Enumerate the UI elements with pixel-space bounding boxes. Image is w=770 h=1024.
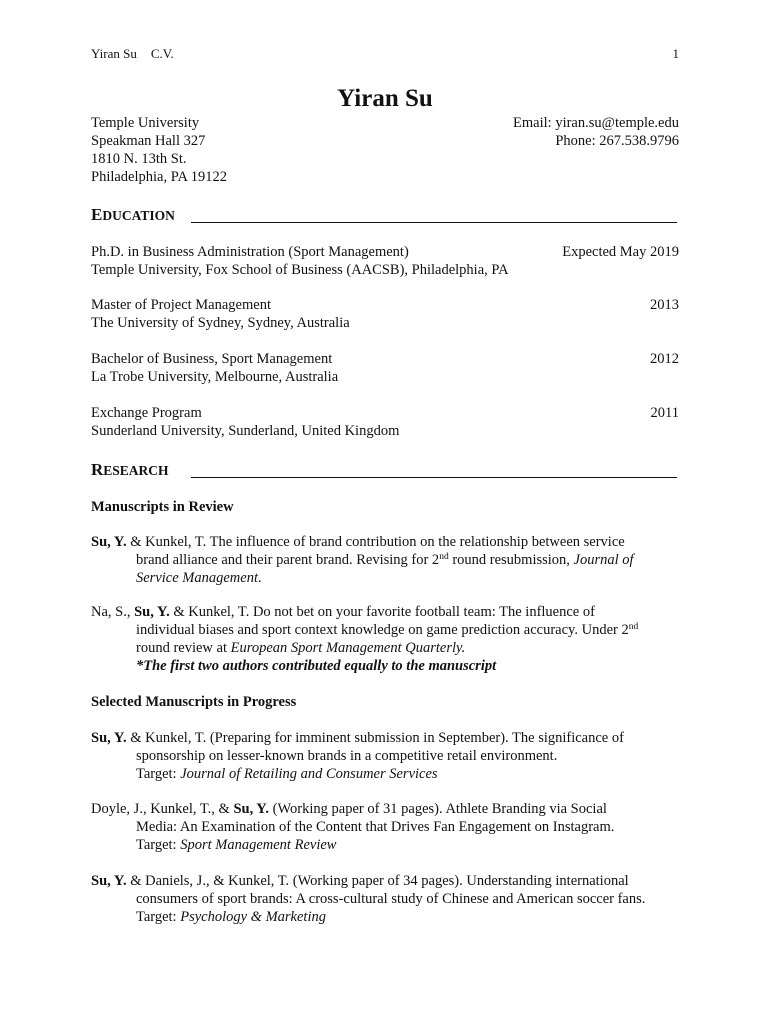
degree: Master of Project Management: [91, 297, 271, 313]
education-date: 2011: [650, 405, 679, 421]
reference-text: sponsorship on lesser-known brands in a competitive retail environment.: [136, 748, 558, 764]
running-header-title: [91, 46, 174, 62]
self-author: Su, Y.: [91, 873, 127, 889]
self-author: Su, Y.: [91, 730, 127, 746]
reference-entry: [91, 603, 681, 675]
education-entry: [91, 243, 679, 279]
target-label: Target:: [136, 766, 181, 782]
cv-name: Yiran Su: [337, 85, 433, 112]
self-author: Su, Y.: [91, 534, 127, 550]
running-header-doc-type: C.V.: [150, 46, 174, 61]
section-rule: [191, 222, 677, 223]
address-line: Philadelphia, PA 19122: [91, 169, 228, 185]
ordinal-suffix: nd: [628, 622, 639, 632]
reference-entry: [91, 533, 681, 587]
degree: Bachelor of Business, Sport Management: [91, 351, 333, 367]
section-heading-rest: ESEARCH: [103, 463, 169, 478]
institution: Temple University, Fox School of Business (AACSB), Philadelphia, PA: [91, 262, 509, 278]
reference-text: & Kunkel, T. Do not bet on your favorite football team: The influence of: [169, 604, 595, 620]
reference-entry: [91, 872, 681, 926]
target-label: Target:: [136, 837, 181, 853]
reference-text: round resubmission,: [448, 552, 574, 568]
contact-info: [513, 114, 679, 150]
education-date: Expected May 2019: [562, 244, 679, 260]
ordinal-suffix: nd: [439, 552, 449, 562]
education-date: 2013: [650, 297, 679, 313]
target-journal: Journal of Retailing and Consumer Services: [180, 766, 438, 782]
education-entry: [91, 296, 679, 332]
reference-text: Doyle, J., Kunkel, T., &: [91, 801, 234, 817]
section-heading-research: [91, 460, 677, 480]
reference-text: Na, S.,: [91, 604, 135, 620]
address-line: Speakman Hall 327: [91, 133, 206, 149]
section-heading-initial: R: [91, 460, 104, 479]
section-rule: [191, 477, 677, 478]
section-heading-initial: E: [91, 205, 103, 224]
degree: Exchange Program: [91, 405, 202, 421]
reference-text: (Working paper of 31 pages). Athlete Branding via Social: [269, 801, 607, 817]
section-heading-education: [91, 205, 677, 225]
journal-name: Journal of: [573, 552, 634, 568]
reference-text: & Kunkel, T. The influence of brand contribution on the relationship between service: [126, 534, 625, 550]
address-line: Temple University: [91, 115, 200, 131]
email: Email: yiran.su@temple.edu: [513, 115, 679, 131]
target-label: Target:: [136, 909, 181, 925]
institution: The University of Sydney, Sydney, Australia: [91, 315, 350, 331]
institution: Sunderland University, Sunderland, United Kingdom: [91, 423, 400, 439]
self-author: Su, Y.: [233, 801, 270, 817]
reference-entry: [91, 800, 681, 854]
education-date: 2012: [650, 351, 679, 367]
reference-text: brand alliance and their parent brand. Revising for 2: [136, 552, 440, 568]
reference-entry: [91, 729, 681, 783]
reference-text: individual biases and sport context knowledge on game prediction accuracy. Under 2: [136, 622, 629, 638]
phone: Phone: 267.538.9796: [555, 133, 679, 149]
degree: Ph.D. in Business Administration (Sport Management): [91, 244, 409, 260]
reference-text: Media: An Examination of the Content that Drives Fan Engagement on Instagram.: [136, 819, 615, 835]
education-entry: [91, 350, 679, 386]
self-author: Su, Y.: [134, 604, 170, 620]
postal-address: [91, 114, 227, 186]
reference-text: round review at: [136, 640, 231, 656]
journal-name: European Sport Management Quarterly.: [230, 640, 466, 656]
education-entry: [91, 404, 679, 440]
reference-text: & Daniels, J., & Kunkel, T. (Working paper of 34 pages). Understanding international: [126, 873, 629, 889]
reference-text: & Kunkel, T. (Preparing for imminent submission in September). The significance of: [126, 730, 624, 746]
address-line: 1810 N. 13th St.: [91, 151, 187, 167]
subheading-in-review: Manuscripts in Review: [91, 499, 234, 515]
journal-name: Service Management: [136, 570, 258, 586]
target-journal: Sport Management Review: [180, 837, 337, 853]
section-heading-rest: DUCATION: [102, 208, 175, 223]
reference-note: *The first two authors contributed equally to the manuscript: [136, 658, 497, 674]
page-number: 1: [672, 46, 679, 61]
institution: La Trobe University, Melbourne, Australia: [91, 369, 339, 385]
reference-text: consumers of sport brands: A cross-cultural study of Chinese and American soccer fans.: [136, 891, 646, 907]
running-header-name: Yiran Su: [91, 46, 137, 61]
reference-text: .: [258, 570, 262, 586]
target-journal: Psychology & Marketing: [180, 909, 326, 925]
subheading-in-progress: Selected Manuscripts in Progress: [91, 694, 297, 710]
